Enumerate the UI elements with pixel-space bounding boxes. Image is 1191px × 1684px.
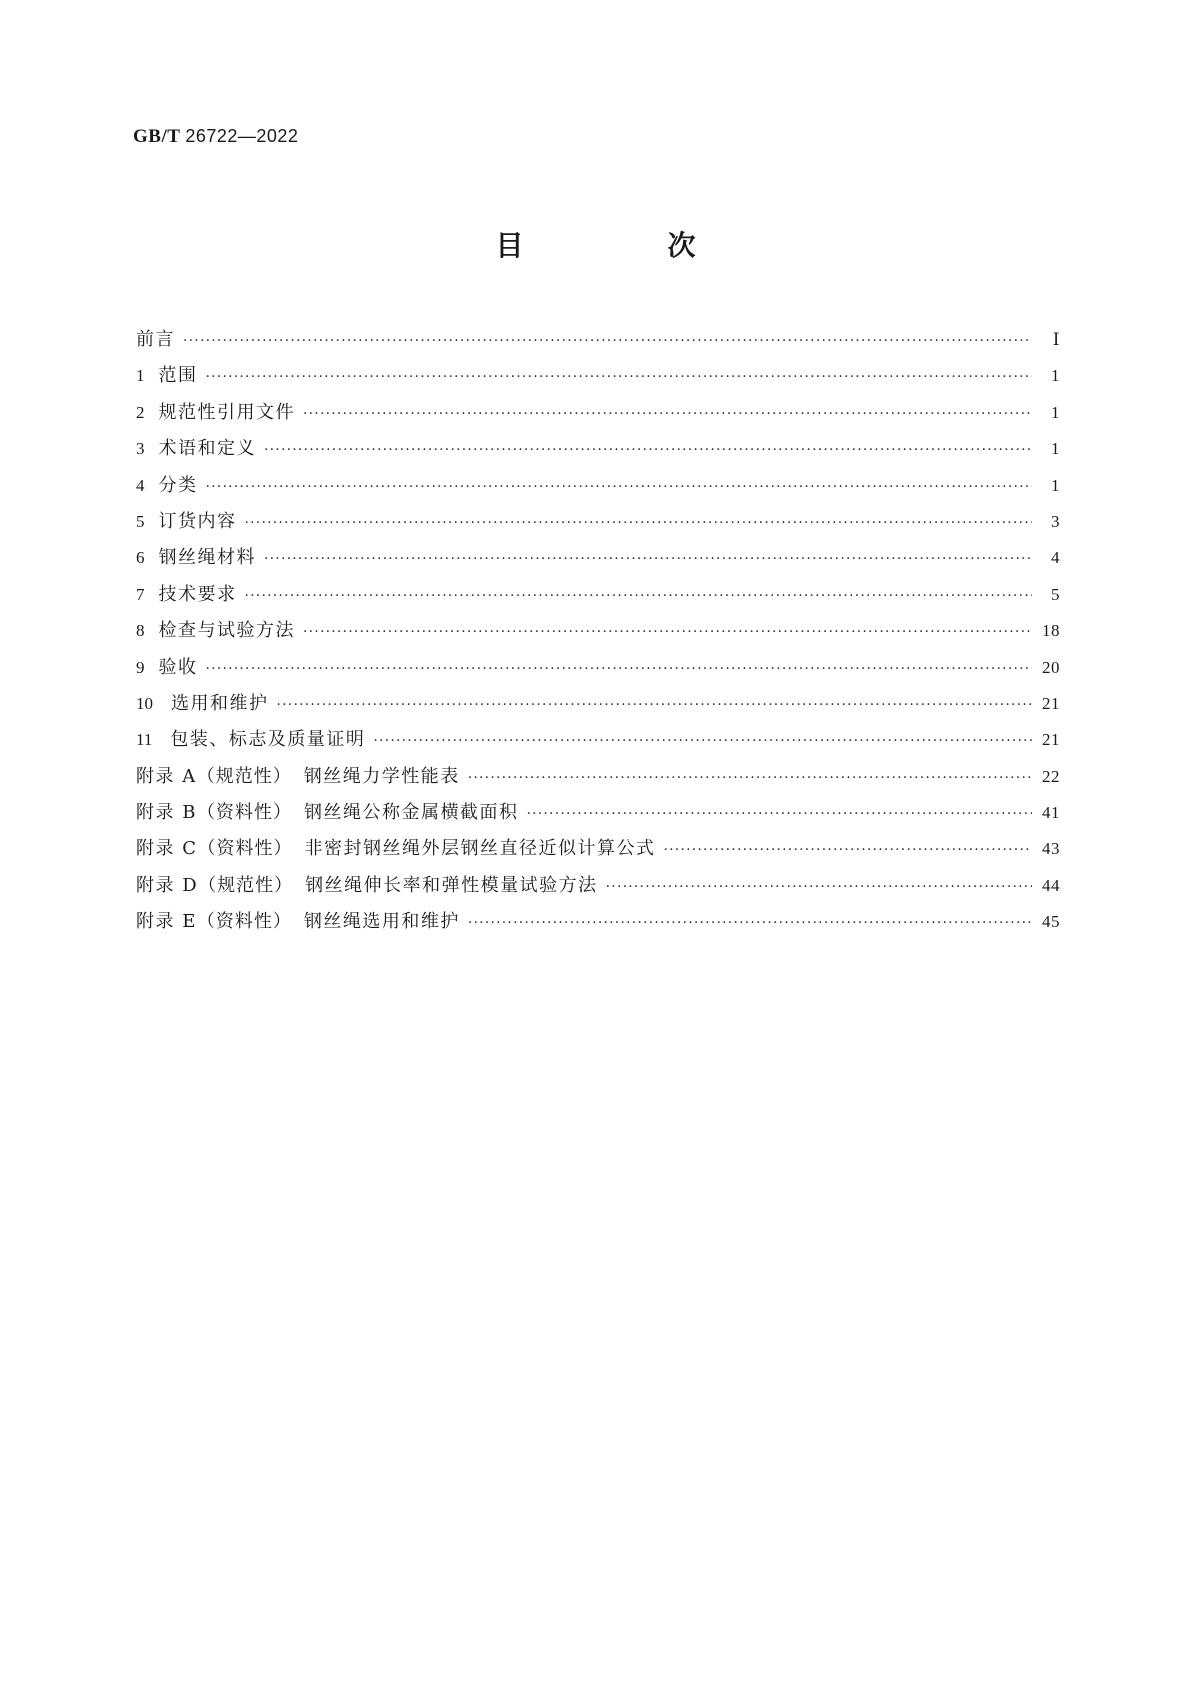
toc-entry-6[interactable] [136, 540, 1060, 576]
toc-entry-page: 22 [1042, 766, 1060, 786]
toc-entry-page: 21 [1042, 730, 1060, 750]
toc-entry-number: 2 [136, 402, 145, 422]
toc-leader-dots [664, 832, 1033, 868]
toc-leader-dots [277, 687, 1033, 723]
toc-entry-10[interactable] [136, 686, 1060, 722]
toc-appendix-id: 附录 C [136, 838, 198, 860]
toc-entry-label: 选用和维护 [171, 692, 269, 714]
toc-entry-title [136, 686, 269, 722]
toc-entry-label: 分类 [158, 474, 198, 496]
toc-entry-appendix-c[interactable] [136, 831, 1060, 867]
toc-entry-title [136, 504, 237, 540]
toc-entry-label: 规范性引用文件 [158, 401, 295, 423]
toc-entry-title [136, 395, 295, 431]
toc-entry-page: 5 [1051, 584, 1060, 604]
toc-appendix-id: 附录 A [136, 765, 197, 787]
toc-entry-number: 10 [136, 693, 153, 713]
toc-entry-label: 技术要求 [158, 583, 237, 605]
toc-entry-page: 41 [1042, 803, 1060, 823]
toc-entry-page: 3 [1051, 511, 1060, 531]
toc-entry-title [136, 868, 598, 904]
toc-entry-title [136, 577, 237, 613]
toc-entry-label: 钢丝绳材料 [158, 547, 256, 569]
toc-leader-dots [206, 359, 1033, 395]
toc-entry-foreword[interactable] [136, 322, 1060, 358]
toc-entry-number: 4 [136, 475, 145, 495]
toc-entry-label: 检查与试验方法 [158, 620, 295, 642]
toc-entry-label: 前言 [136, 329, 175, 350]
toc-entry-label: 范围 [158, 365, 198, 387]
toc-entry-1[interactable] [136, 358, 1060, 394]
toc-leader-dots [245, 578, 1033, 614]
toc-entry-title [136, 722, 365, 758]
toc-entry-page: Ⅰ [1052, 330, 1060, 349]
toc-entry-page: 1 [1051, 439, 1060, 459]
toc-entry-5[interactable] [136, 504, 1060, 540]
toc-entry-title [136, 831, 656, 867]
toc-leader-dots [468, 760, 1032, 796]
toc-entry-number: 9 [136, 657, 145, 677]
toc-entry-label: 钢丝绳公称金属横截面积 [303, 802, 519, 824]
toc-leader-dots [264, 541, 1032, 577]
toc-entry-page: 20 [1042, 657, 1060, 677]
toc-entry-number: 6 [136, 548, 145, 568]
toc-entry-page: 45 [1042, 912, 1060, 932]
table-of-contents [136, 322, 1060, 941]
toc-appendix-type: （资料性） [196, 802, 292, 824]
toc-entry-title [136, 540, 256, 576]
toc-entry-title [136, 468, 198, 504]
toc-entry-number: 1 [136, 366, 145, 386]
toc-entry-label: 钢丝绳伸长率和弹性模量试验方法 [305, 874, 598, 896]
toc-entry-4[interactable] [136, 468, 1060, 504]
toc-entry-label: 术语和定义 [158, 438, 256, 460]
toc-leader-dots [245, 505, 1033, 541]
toc-entry-number: 8 [136, 621, 145, 641]
toc-leader-dots [468, 905, 1032, 941]
toc-entry-title [136, 613, 295, 649]
toc-leader-dots [303, 396, 1032, 432]
toc-entry-title [136, 795, 518, 831]
toc-entry-page: 1 [1051, 366, 1060, 386]
toc-entry-page: 21 [1042, 693, 1060, 713]
toc-entry-11[interactable] [136, 722, 1060, 758]
standard-code-number: 26722—2022 [185, 126, 299, 146]
toc-entry-3[interactable] [136, 431, 1060, 467]
toc-entry-label: 钢丝绳力学性能表 [303, 765, 460, 787]
toc-entry-page: 1 [1051, 402, 1060, 422]
toc-appendix-type: （规范性） [196, 765, 292, 787]
toc-entry-page: 44 [1042, 875, 1060, 895]
toc-appendix-id: 附录 B [136, 802, 197, 824]
toc-leader-dots [303, 614, 1032, 650]
toc-leader-dots [264, 432, 1032, 468]
standard-code-prefix: GB/T [133, 126, 181, 147]
toc-entry-page: 1 [1051, 475, 1060, 495]
toc-entry-title [136, 759, 460, 795]
toc-leader-dots [206, 469, 1033, 505]
toc-entry-appendix-e[interactable] [136, 904, 1060, 940]
toc-entry-appendix-b[interactable] [136, 795, 1060, 831]
toc-entry-page: 43 [1042, 839, 1060, 859]
toc-entry-appendix-d[interactable] [136, 868, 1060, 904]
toc-entry-2[interactable] [136, 395, 1060, 431]
toc-entry-title [136, 358, 198, 394]
standard-code [133, 126, 298, 148]
toc-entry-label: 验收 [158, 656, 198, 678]
toc-entry-label: 非密封钢丝绳外层钢丝直径近似计算公式 [304, 838, 656, 860]
toc-appendix-id: 附录 E [136, 911, 197, 933]
toc-entry-title [136, 904, 460, 940]
toc-entry-title [136, 650, 198, 686]
toc-entry-label: 订货内容 [158, 510, 237, 532]
toc-appendix-type: （规范性） [198, 874, 294, 896]
toc-entry-number: 11 [136, 730, 153, 750]
toc-entry-label: 包装、标志及质量证明 [170, 729, 366, 751]
toc-entry-title [136, 431, 256, 467]
toc-entry-label: 钢丝绳选用和维护 [303, 911, 460, 933]
toc-appendix-id: 附录 D [136, 874, 199, 896]
toc-leader-dots [183, 323, 1032, 359]
toc-entry-8[interactable] [136, 613, 1060, 649]
toc-appendix-type: （资料性） [197, 838, 293, 860]
toc-leader-dots [373, 723, 1032, 759]
toc-entry-number: 3 [136, 439, 145, 459]
toc-entry-number: 5 [136, 511, 145, 531]
toc-entry-appendix-a[interactable] [136, 759, 1060, 795]
toc-leader-dots [526, 796, 1032, 832]
toc-entry-number: 7 [136, 584, 145, 604]
toc-appendix-type: （资料性） [196, 911, 292, 933]
toc-entry-page: 4 [1051, 548, 1060, 568]
toc-leader-dots [206, 651, 1033, 687]
toc-leader-dots [606, 869, 1032, 905]
toc-entry-9[interactable] [136, 650, 1060, 686]
toc-title: 目 次 [495, 229, 754, 262]
toc-entry-page: 18 [1042, 621, 1060, 641]
toc-entry-7[interactable] [136, 577, 1060, 613]
